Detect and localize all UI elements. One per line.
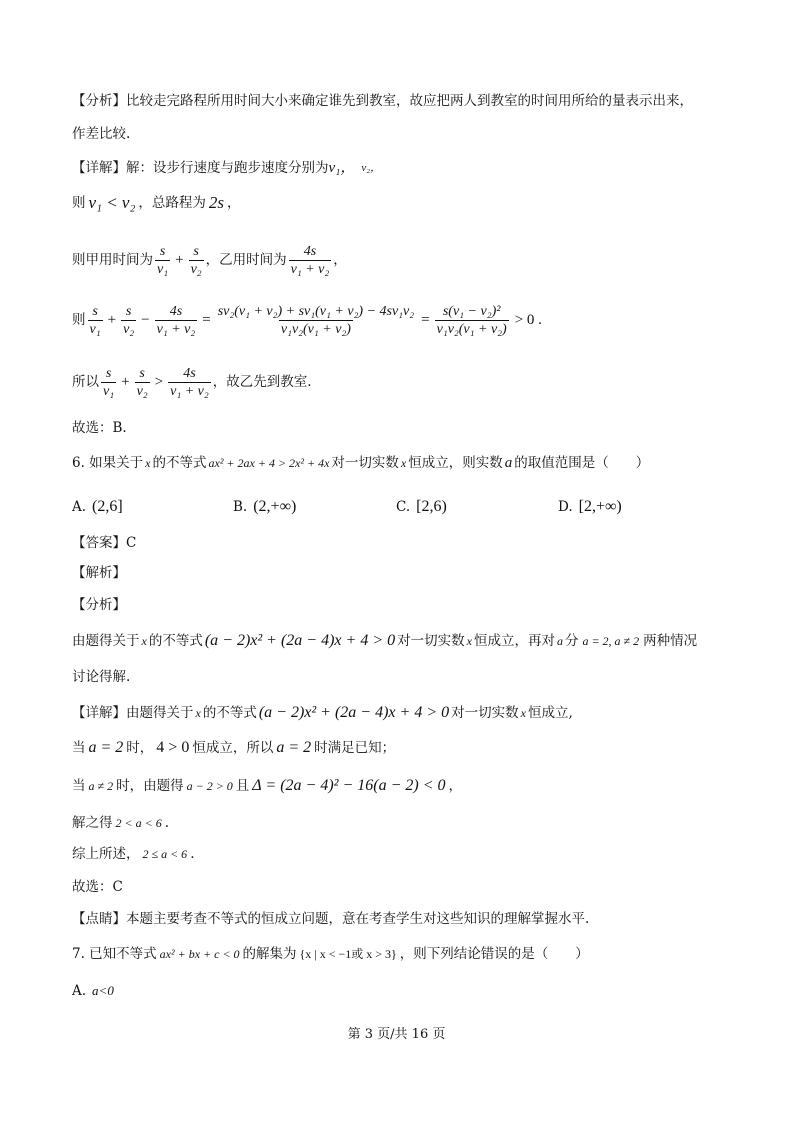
- math-discriminant: Δ = (2a − 4)² − 16(a − 2) < 0: [252, 777, 446, 794]
- choice-6-line: [72, 876, 123, 898]
- option-value: (2,+∞): [253, 498, 297, 515]
- math-x: x: [141, 634, 147, 648]
- q7-option-a: [72, 980, 114, 1002]
- fraction: $\frac{4s}{\text{v₁ + v₂}}$: [156, 303, 196, 337]
- question-text: 恒成立，则实数: [408, 455, 503, 471]
- detail-text: ，总路程为: [138, 195, 206, 211]
- detail-text: ，故乙先到教室.: [212, 374, 312, 390]
- detail-text: 对一切实数: [451, 705, 519, 721]
- analysis-text: 恒成立，再对: [473, 633, 555, 649]
- detail-text: 恒成立,: [527, 705, 573, 721]
- jiexi-text: 【解析】: [72, 565, 126, 581]
- detail-text: 【详解】解：设步行速度与跑步速度分别为: [72, 160, 329, 176]
- detail-text: 时满足已知；: [314, 740, 396, 756]
- math-inequality: 4 > 0: [156, 739, 190, 756]
- detail-6-line-5: [72, 843, 194, 865]
- detail-text: .: [190, 846, 195, 862]
- option-d: [558, 496, 622, 518]
- plus-sign: +: [107, 312, 117, 328]
- detail-text: .: [164, 815, 169, 831]
- detail-text: ，: [227, 195, 241, 211]
- option-label: C.: [396, 499, 411, 515]
- question-6: [72, 452, 649, 474]
- question-text: 6. 如果关于: [72, 455, 144, 471]
- analysis-6-line-1: [72, 630, 697, 652]
- fraction: $\frac{4s}{\text{v₁ + v₂}}$: [170, 365, 209, 399]
- question-text: 对一切实数: [331, 455, 399, 471]
- math-inequality: v₁ < v₂: [88, 193, 136, 212]
- fenxi-text: 【分析】: [72, 597, 126, 613]
- analysis-text: 作差比较.: [72, 126, 131, 142]
- detail-text: 且: [235, 778, 250, 794]
- math-inequality: ax² + bx + c < 0: [159, 947, 240, 961]
- detail-text: 恒成立，所以: [192, 740, 274, 756]
- fraction: $\frac{\text{s(v₁ − v₂)²}}{\text{v₁v₂(v₁ + v₂)}}$: [436, 303, 507, 337]
- comment-line: [72, 908, 589, 930]
- option-label: B.: [233, 499, 248, 515]
- fraction: $\frac{\text{sv₂(v₁ + v₂) + sv₁(v₁ + v₂) − 4sv₁v₂}}{\text{v₁v₂(v₁ + v₂)}}$: [217, 303, 415, 337]
- analysis-text: 【分析】比较走完路程所用时间大小来确定谁先到教室，故应把两人到教室的时间用所给的量表示出来，: [72, 93, 693, 109]
- plus-sign: +: [121, 374, 130, 390]
- math-x: x: [466, 634, 472, 648]
- option-c: [396, 496, 447, 518]
- math-a: a: [504, 455, 513, 471]
- fraction: $\frac{s}{\text{v₂}}$: [136, 365, 148, 399]
- detail-text: ，乙用时间为: [205, 252, 287, 268]
- greater-than-sign: >: [154, 374, 164, 390]
- detail-line-2: [72, 192, 241, 214]
- choice-text: 故选：B.: [72, 420, 127, 436]
- question-text: 的不等式: [152, 455, 207, 471]
- analysis-text: 两种情况: [643, 633, 698, 649]
- detail-text: 当: [72, 740, 86, 756]
- math-inequality: ax² + 2ax + 4 > 2x² + 4x: [208, 456, 330, 470]
- option-value: [2,6): [416, 498, 447, 515]
- detail-6-line-3: [72, 775, 462, 797]
- option-value: a<0: [92, 983, 114, 998]
- math-v2: v₂，: [361, 162, 382, 174]
- plus-sign: +: [175, 252, 184, 268]
- math-a-equals-2: a = 2: [88, 739, 124, 756]
- analysis-text: 的不等式: [148, 633, 203, 649]
- option-value: (2,6]: [92, 498, 123, 515]
- math-x: x: [195, 706, 201, 720]
- fenxi-line: [72, 594, 126, 616]
- math-cases: a = 2, a ≠ 2: [582, 634, 640, 648]
- detail-text: 综上所述，: [72, 846, 140, 862]
- option-value: [2,+∞): [578, 498, 622, 515]
- math-total-distance: 2s: [208, 193, 225, 212]
- detail-text: 则: [72, 195, 86, 211]
- detail-text: 时，由题得: [116, 778, 184, 794]
- option-label: D.: [558, 499, 573, 515]
- math-a-equals-2: a = 2: [276, 739, 312, 756]
- fraction: $\frac{s}{\text{v₂}}$: [123, 303, 135, 337]
- detail-6-line-2: [72, 737, 395, 759]
- option-b: [233, 496, 296, 518]
- math-x: x: [520, 706, 526, 720]
- math-result: > 0 .: [514, 312, 542, 328]
- detail-line-3: [72, 238, 347, 282]
- answer-text: 【答案】C: [72, 535, 137, 551]
- fraction: $\frac{s}{\text{v₁}}$: [89, 303, 101, 337]
- math-v1: v₁，: [328, 160, 356, 176]
- detail-text: 时，: [126, 740, 154, 756]
- option-a: [72, 496, 123, 518]
- page-footer: 第 3 页/共 16 页: [347, 1027, 446, 1042]
- question-7: [72, 943, 589, 965]
- question-text: 的取值范围是（ ）: [514, 455, 650, 471]
- question-text: 7. 已知不等式: [72, 946, 157, 962]
- detail-text: 解之得: [72, 815, 113, 831]
- detail-text: 则甲用时间为: [72, 252, 153, 268]
- detail-text: ，: [333, 252, 347, 268]
- detail-6-line-4: [72, 812, 169, 834]
- question-text: ，则下列结论错误的是（ ）: [399, 946, 589, 962]
- math-inequality: (a − 2)x² + (2a − 4)x + 4 > 0: [258, 704, 450, 721]
- analysis-line-1: [72, 90, 693, 112]
- detail-text: 所以: [72, 374, 99, 390]
- math-a-not-2: a ≠ 2: [88, 779, 114, 793]
- option-label: A.: [72, 983, 87, 999]
- minus-sign: −: [141, 312, 150, 328]
- detail-line-1: [72, 157, 381, 179]
- math-inequality: (a − 2)x² + (2a − 4)x + 4 > 0: [204, 632, 396, 649]
- fraction: $\frac{4s}{\text{v₁ + v₂}}$: [290, 243, 330, 277]
- detail-text: 当: [72, 778, 86, 794]
- math-x: x: [145, 456, 151, 470]
- detail-line-5: [72, 360, 312, 404]
- analysis-text: 讨论得解.: [72, 669, 131, 685]
- math-solution: 2 < a < 6: [115, 816, 162, 830]
- analysis-text: 对一切实数: [397, 633, 465, 649]
- detail-text: 【详解】由题得关于: [72, 705, 194, 721]
- answer-line: [72, 532, 136, 554]
- comment-text: 【点睛】本题主要考查不等式的恒成立问题，意在考查学生对这些知识的理解掌握水平.: [72, 911, 590, 927]
- analysis-6-line-2: [72, 666, 130, 688]
- analysis-text: 分: [564, 633, 579, 649]
- question-text: 的解集为: [242, 946, 297, 962]
- choice-text: 故选：C: [72, 879, 123, 895]
- math-final-range: 2 ≤ a < 6: [142, 847, 188, 861]
- fraction: $\frac{s}{\text{v₁}}$: [103, 365, 115, 399]
- analysis-line-2: [72, 123, 130, 145]
- choice-line: [72, 417, 127, 439]
- fraction: $\frac{s}{\text{v₁}}$: [157, 243, 169, 277]
- detail-text: 的不等式: [202, 705, 257, 721]
- detail-6-line-1: [72, 702, 573, 724]
- fraction: $\frac{s}{\text{v₂}}$: [190, 243, 202, 277]
- math-condition-1: a − 2 > 0: [186, 779, 233, 793]
- option-label: A.: [72, 499, 87, 515]
- equals-sign: =: [202, 312, 211, 328]
- detail-line-4: [72, 298, 542, 342]
- math-a: a: [556, 634, 563, 648]
- analysis-text: 由题得关于: [72, 633, 140, 649]
- detail-text: 则: [72, 312, 86, 328]
- math-x: x: [400, 456, 407, 470]
- equals-sign: =: [421, 312, 430, 328]
- jiexi-line: [72, 562, 126, 584]
- math-solution-set: {x | x < −1或 x > 3}: [299, 947, 397, 961]
- detail-text: ，: [448, 778, 462, 794]
